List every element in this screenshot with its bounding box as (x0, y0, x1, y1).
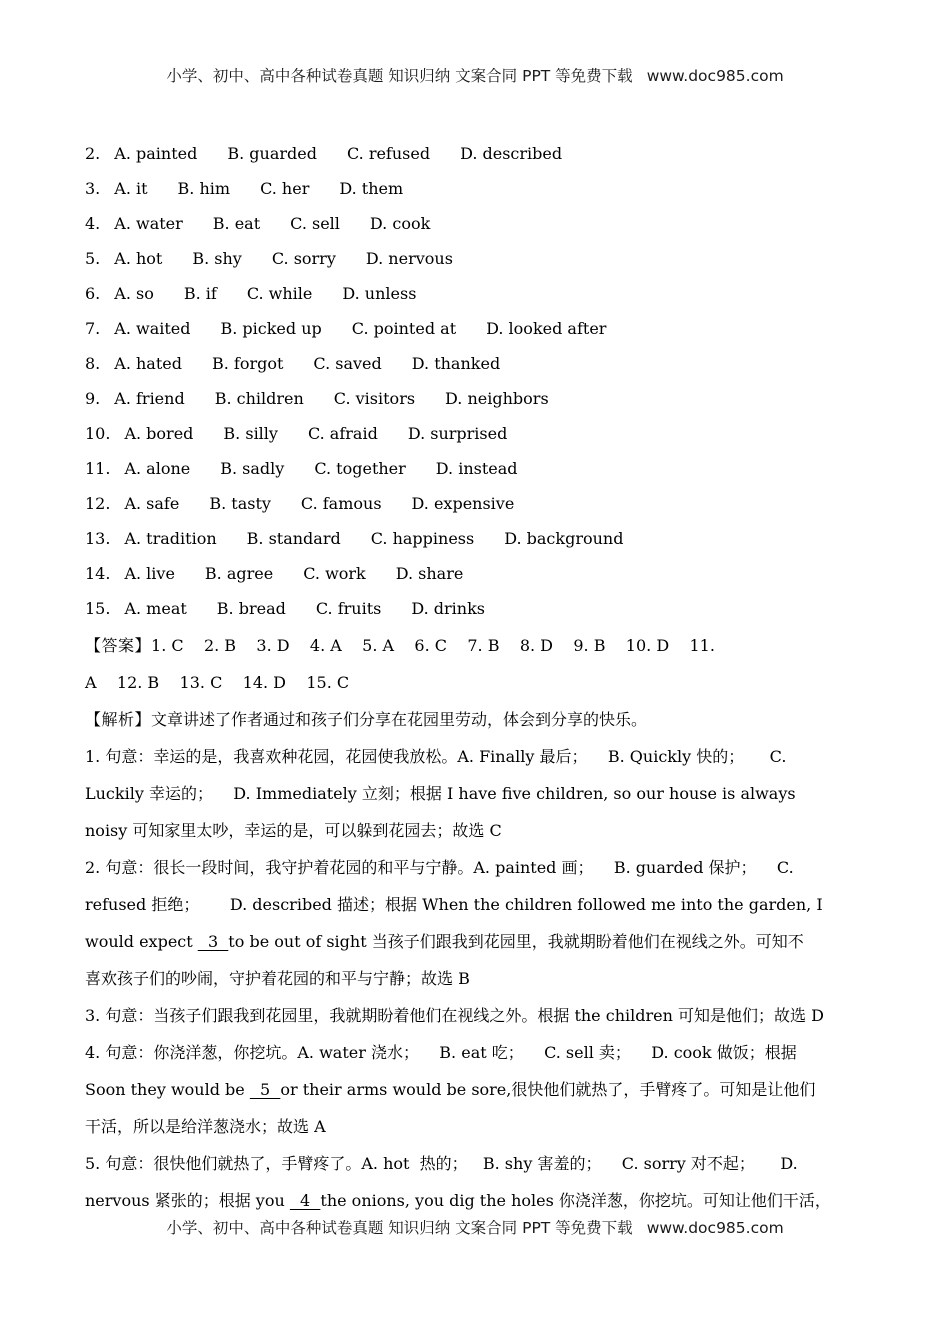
option-item: C. visitors (333, 389, 416, 408)
analysis-text: refused 拒绝； D. described 描述；根据 When the children followed me into the garden, I (85, 895, 823, 914)
option-item: A. painted (114, 144, 198, 163)
option-item: C. afraid (307, 424, 378, 443)
option-item: C. happiness (370, 529, 475, 548)
question-options-row (85, 241, 950, 276)
option-item: D. them (339, 179, 404, 198)
option-item: B. picked up (220, 319, 322, 338)
question-options-row (85, 311, 950, 346)
option-item: B. him (177, 179, 231, 198)
question-options-row (85, 171, 950, 206)
option-item: C. refused (346, 144, 431, 163)
option-item: A. bored (124, 424, 194, 443)
analysis-line (85, 775, 867, 812)
question-options-row (85, 521, 950, 556)
option-item: B. eat (212, 214, 261, 233)
answer-key-values-1: 1. C 2. B 3. D 4. A 5. A 6. C 7. B 8. D 9. B 10. D 11. (151, 636, 715, 655)
analysis-text: 5. 句意：很快他们就热了，手臂疼了。A. hot 热的； B. shy 害羞的； C. sorry 对不起； D. (85, 1154, 798, 1173)
option-item: A. hot (114, 249, 163, 268)
fill-blank: 4 (289, 1191, 321, 1210)
option-item: C. saved (313, 354, 382, 373)
option-item: D. looked after (486, 319, 607, 338)
option-item: C. famous (300, 494, 382, 513)
analysis-line (85, 1145, 867, 1182)
question-options-row (85, 346, 950, 381)
question-number: 13. (85, 529, 111, 548)
analysis-line (85, 960, 867, 997)
analysis-text: to be out of sight 当孩子们跟我到花园里，我就期盼着他们在视线之外。可知不 (228, 932, 804, 951)
option-item: D. surprised (407, 424, 508, 443)
option-item: D. nervous (365, 249, 453, 268)
option-item: C. pointed at (351, 319, 457, 338)
analysis-intro-text: 文章讲述了作者通过和孩子们分享在花园里劳动，体会到分享的快乐。 (151, 710, 648, 729)
option-item: A. meat (124, 599, 187, 618)
fill-blank: 3 (197, 932, 229, 951)
question-options-row (85, 416, 950, 451)
question-number: 15. (85, 599, 111, 618)
option-item: C. her (260, 179, 310, 198)
option-item: A. so (114, 284, 154, 303)
option-item: D. cook (369, 214, 431, 233)
option-item: C. sorry (271, 249, 336, 268)
analysis-line (85, 849, 867, 886)
option-item: B. sadly (220, 459, 285, 478)
analysis-text: 3. 句意：当孩子们跟我到花园里，我就期盼着他们在视线之外。根据 the children 可知是他们；故选 D (85, 1006, 824, 1025)
header-text: 小学、初中、高中各种试卷真题 知识归纳 文案合同 PPT 等免费下载 (166, 67, 633, 85)
question-number: 6. (85, 284, 101, 303)
question-number: 12. (85, 494, 111, 513)
analysis-text: Luckily 幸运的； D. Immediately 立刻；根据 I have five children, so our house is always (85, 784, 796, 803)
option-item: B. standard (246, 529, 341, 548)
option-item: B. tasty (209, 494, 271, 513)
option-item: D. unless (342, 284, 417, 303)
question-options-row (85, 381, 950, 416)
option-item: B. if (183, 284, 217, 303)
analysis-text: 1. 句意：幸运的是，我喜欢种花园，花园使我放松。A. Finally 最后； B. Quickly 快的； C. (85, 747, 787, 766)
option-item: A. live (124, 564, 175, 583)
question-number: 9. (85, 389, 101, 408)
header-url: www.doc985.com (646, 67, 784, 85)
option-item: C. while (246, 284, 313, 303)
analysis-line (85, 1182, 867, 1219)
option-item: D. instead (435, 459, 518, 478)
option-item: A. alone (124, 459, 191, 478)
option-item: A. hated (114, 354, 182, 373)
option-item: D. share (395, 564, 464, 583)
question-options-row (85, 486, 950, 521)
option-item: A. water (114, 214, 183, 233)
question-number: 8. (85, 354, 101, 373)
option-item: B. bread (216, 599, 286, 618)
option-item: C. work (303, 564, 366, 583)
option-item: C. sell (290, 214, 340, 233)
option-item: D. neighbors (445, 389, 549, 408)
option-item: A. safe (124, 494, 180, 513)
question-number: 7. (85, 319, 101, 338)
analysis-text: 干活，所以是给洋葱浇水；故选 A (85, 1117, 326, 1136)
answer-key-line-1 (85, 627, 867, 664)
analysis-line (85, 1108, 867, 1145)
footer-watermark (0, 1218, 950, 1238)
analysis-intro-line (85, 701, 867, 738)
analysis-text: 喜欢孩子们的吵闹，守护着花园的和平与宁静；故选 B (85, 969, 470, 988)
analysis-text: 4. 句意：你浇洋葱，你挖坑。A. water 浇水； B. eat 吃； C. sell 卖； D. cook 做饭；根据 (85, 1043, 797, 1062)
question-number: 2. (85, 144, 101, 163)
question-options-row (85, 206, 950, 241)
analysis-text: the onions, you dig the holes 你浇洋葱，你挖坑。可知让他们干活， (320, 1191, 831, 1210)
option-item: B. guarded (227, 144, 317, 163)
answer-key-line-2 (85, 664, 867, 701)
analysis-line (85, 812, 867, 849)
analysis-line (85, 923, 867, 960)
analysis-line (85, 886, 867, 923)
analysis-line (85, 997, 867, 1034)
option-item: B. forgot (211, 354, 284, 373)
option-item: D. background (504, 529, 624, 548)
question-options-row (85, 276, 950, 311)
question-options-row (85, 136, 950, 171)
option-item: A. tradition (124, 529, 217, 548)
analysis-label: 【解析】 (85, 710, 152, 729)
analysis-text: nervous 紧张的；根据 you (85, 1191, 290, 1210)
question-options-row (85, 451, 950, 486)
analysis-line (85, 1071, 867, 1108)
analysis-text: Soon they would be (85, 1080, 250, 1099)
question-number: 3. (85, 179, 101, 198)
analysis-text: or their arms would be sore,很快他们就热了，手臂疼了。可知是让他们 (280, 1080, 816, 1099)
question-number: 4. (85, 214, 101, 233)
option-item: D. thanked (411, 354, 501, 373)
option-item: A. it (114, 179, 148, 198)
option-item: D. expensive (411, 494, 515, 513)
fill-blank: 5 (249, 1080, 281, 1099)
question-options-list (85, 136, 950, 626)
answer-key-label: 【答案】 (85, 636, 152, 655)
header-watermark (0, 0, 950, 86)
analysis-text: 2. 句意：很长一段时间，我守护着花园的和平与宁静。A. painted 画； B. guarded 保护； C. (85, 858, 794, 877)
analysis-line (85, 738, 867, 775)
option-item: A. waited (114, 319, 191, 338)
option-item: A. friend (114, 389, 185, 408)
analysis-text: would expect (85, 932, 198, 951)
footer-text: 小学、初中、高中各种试卷真题 知识归纳 文案合同 PPT 等免费下载 (166, 1219, 633, 1237)
option-item: B. agree (204, 564, 274, 583)
question-number: 5. (85, 249, 101, 268)
option-item: B. silly (223, 424, 278, 443)
option-item: B. shy (192, 249, 242, 268)
question-number: 14. (85, 564, 111, 583)
option-item: C. together (314, 459, 406, 478)
question-options-row (85, 556, 950, 591)
answer-analysis-section (85, 627, 867, 1219)
option-item: C. fruits (315, 599, 382, 618)
question-options-row (85, 591, 950, 626)
analysis-text: noisy 可知家里太吵，幸运的是，可以躲到花园去；故选 C (85, 821, 502, 840)
question-number: 11. (85, 459, 111, 478)
option-item: D. described (460, 144, 563, 163)
option-item: D. drinks (411, 599, 486, 618)
analysis-line (85, 1034, 867, 1071)
option-item: B. children (214, 389, 304, 408)
answer-key-values-2: A 12. B 13. C 14. D 15. C (85, 673, 350, 692)
question-number: 10. (85, 424, 111, 443)
footer-url: www.doc985.com (646, 1219, 784, 1237)
